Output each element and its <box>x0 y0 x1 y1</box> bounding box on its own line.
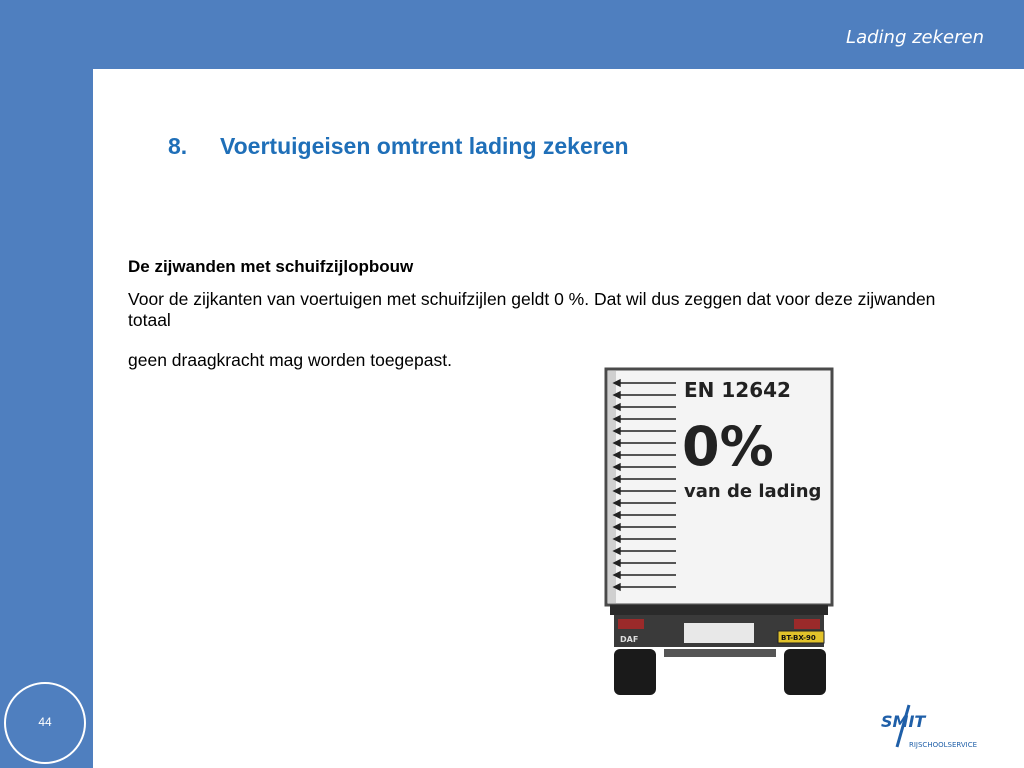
figure-caption-label: van de lading <box>684 481 822 502</box>
smit-logo <box>879 701 989 751</box>
paragraph-line1: Voor de zijkanten van voertuigen met schuifzijlen geldt 0 %. Dat wil dus zeggen dat voor deze zijwanden totaal <box>128 289 936 330</box>
header-title: Lading zekeren <box>846 27 984 48</box>
logo-subtext: RIJSCHOOLSERVICE <box>909 741 978 749</box>
heading-text: Voertuigeisen omtrent lading zekeren <box>220 133 629 159</box>
figure-percentage-label: 0% <box>682 415 774 478</box>
page-number-badge <box>4 682 86 764</box>
paragraph-line2: geen draagkracht mag worden toegepast. <box>128 350 452 370</box>
heading-number: 8. <box>168 133 188 159</box>
figure-standard-label: EN 12642 <box>684 378 791 402</box>
license-plate: BT-BX-90 <box>781 634 816 642</box>
logo-text: SMIT <box>881 712 926 731</box>
top-bar <box>0 0 1024 69</box>
truck-rear-illustration <box>604 367 836 697</box>
slide-heading <box>168 133 629 160</box>
page-number: 44 <box>38 715 52 729</box>
brand-label: DAF <box>620 635 639 644</box>
subheading: De zijwanden met schuifzijlopbouw <box>128 257 414 276</box>
slide-content <box>93 69 1024 768</box>
